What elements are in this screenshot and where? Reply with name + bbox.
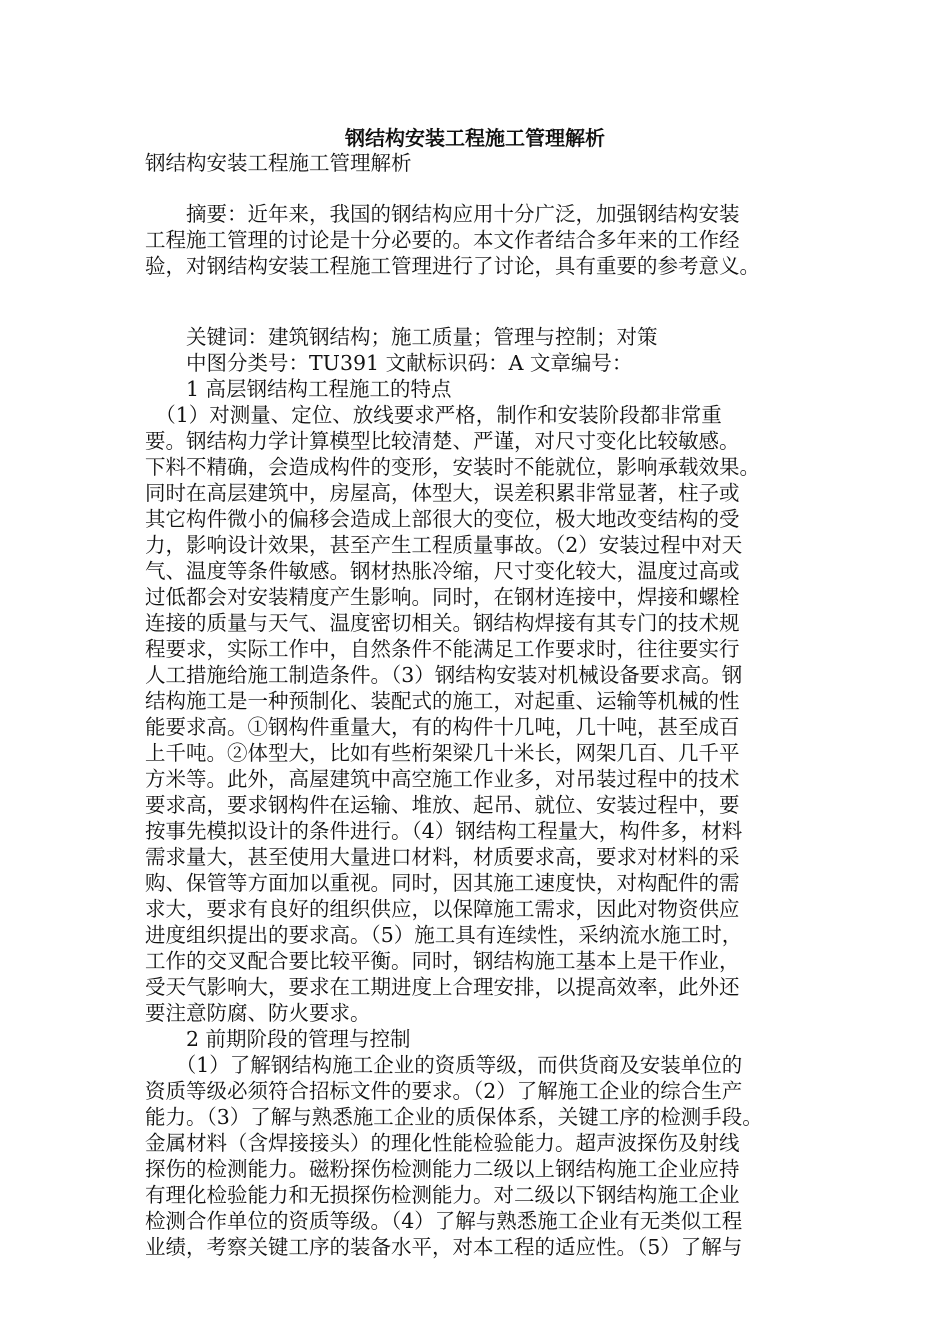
body-line: 业绩，考察关键工序的装备水平，对本工程的适应性。（5）了解与 — [145, 1235, 743, 1259]
document-title: 钢结构安装工程施工管理解析 — [345, 126, 605, 150]
body-line: 工作的交叉配合要比较平衡。同时，钢结构施工基本上是干作业， — [145, 949, 740, 973]
body-line: 有理化检验能力和无损探伤检测能力。对二级以下钢结构施工企业 — [145, 1183, 740, 1207]
body-line: 力，影响设计效果，甚至产生工程质量事故。（2）安装过程中对天 — [145, 533, 743, 557]
body-line: 能要求高。①钢构件重量大，有的构件十几吨，几十吨，甚至成百 — [145, 715, 740, 739]
body-line: 进度组织提出的要求高。（5）施工具有连续性，采纳流水施工时， — [145, 923, 743, 947]
body-line: 能力。（3）了解与熟悉施工企业的质保体系，关键工序的检测手段。 — [145, 1105, 763, 1129]
body-line: 受天气影响大，要求在工期进度上合理安排，以提高效率，此外还 — [145, 975, 740, 999]
body-line: 求大，要求有良好的组织供应，以保障施工需求，因此对物资供应 — [145, 897, 740, 921]
body-line: 结构施工是一种预制化、装配式的施工，对起重、运输等机械的性 — [145, 689, 740, 713]
abstract-line: 验，对钢结构安装工程施工管理进行了讨论，具有重要的参考意义。 — [145, 254, 760, 278]
body-line: 下料不精确，会造成构件的变形，安装时不能就位，影响承载效果。 — [145, 455, 760, 479]
classification-line: 中图分类号：TU391 文献标识码：A 文章编号： — [145, 351, 633, 375]
body-line: 方米等。此外，高屋建筑中高空施工作业多，对吊装过程中的技术 — [145, 767, 740, 791]
abstract-line: 工程施工管理的讨论是十分必要的。本文作者结合多年来的工作经 — [145, 228, 740, 252]
body-line: 连接的质量与天气、温度密切相关。钢结构焊接有其专门的技术规 — [145, 611, 740, 635]
body-line: 其它构件微小的偏移会造成上部很大的变位，极大地改变结构的受 — [145, 507, 740, 531]
abstract-line: 摘要：近年来，我国的钢结构应用十分广泛，加强钢结构安装 — [145, 202, 740, 226]
body-line: 检测合作单位的资质等级。（4）了解与熟悉施工企业有无类似工程 — [145, 1209, 743, 1233]
subtitle-line: 钢结构安装工程施工管理解析 — [145, 151, 412, 175]
body-line: 要。钢结构力学计算模型比较清楚、严谨，对尺寸变化比较敏感。 — [145, 429, 740, 453]
body-line: 金属材料（含焊接接头）的理化性能检验能力。超声波探伤及射线 — [145, 1131, 740, 1155]
body-line: 同时在高层建筑中，房屋高，体型大，误差积累非常显著，柱子或 — [145, 481, 740, 505]
body-line: 上千吨。②体型大，比如有些桁架梁几十米长，网架几百、几千平 — [145, 741, 740, 765]
body-line: 资质等级必须符合招标文件的要求。（2）了解施工企业的综合生产 — [145, 1079, 743, 1103]
body-line: 需求量大，甚至使用大量进口材料，材质要求高，要求对材料的采 — [145, 845, 740, 869]
body-line: 人工措施给施工制造条件。（3）钢结构安装对机械设备要求高。钢 — [145, 663, 743, 687]
body-line: 要求高，要求钢构件在运输、堆放、起吊、就位、安装过程中，要 — [145, 793, 740, 817]
body-line: 过低都会对安装精度产生影响。同时，在钢材连接中，焊接和螺栓 — [145, 585, 740, 609]
body-line: （1）了解钢结构施工企业的资质等级，而供货商及安装单位的 — [145, 1053, 743, 1077]
keywords-line: 关键词：建筑钢结构；施工质量；管理与控制；对策 — [145, 325, 658, 349]
body-line: 探伤的检测能力。磁粉探伤检测能力二级以上钢结构施工企业应持 — [145, 1157, 740, 1181]
section-heading: 1 高层钢结构工程施工的特点 — [145, 377, 452, 401]
body-line: 要注意防腐、防火要求。 — [145, 1001, 371, 1025]
body-line: 购、保管等方面加以重视。同时，因其施工速度快，对构配件的需 — [145, 871, 740, 895]
body-line: 气、温度等条件敏感。钢材热胀冷缩，尺寸变化较大，温度过高或 — [145, 559, 740, 583]
body-line: 程要求，实际工作中，自然条件不能满足工作要求时，往往要实行 — [145, 637, 740, 661]
section-heading: 2 前期阶段的管理与控制 — [145, 1027, 411, 1051]
body-line: 按事先模拟设计的条件进行。（4）钢结构工程量大，构件多，材料 — [145, 819, 743, 843]
body-line: （1）对测量、定位、放线要求严格，制作和安装阶段都非常重 — [145, 403, 722, 427]
